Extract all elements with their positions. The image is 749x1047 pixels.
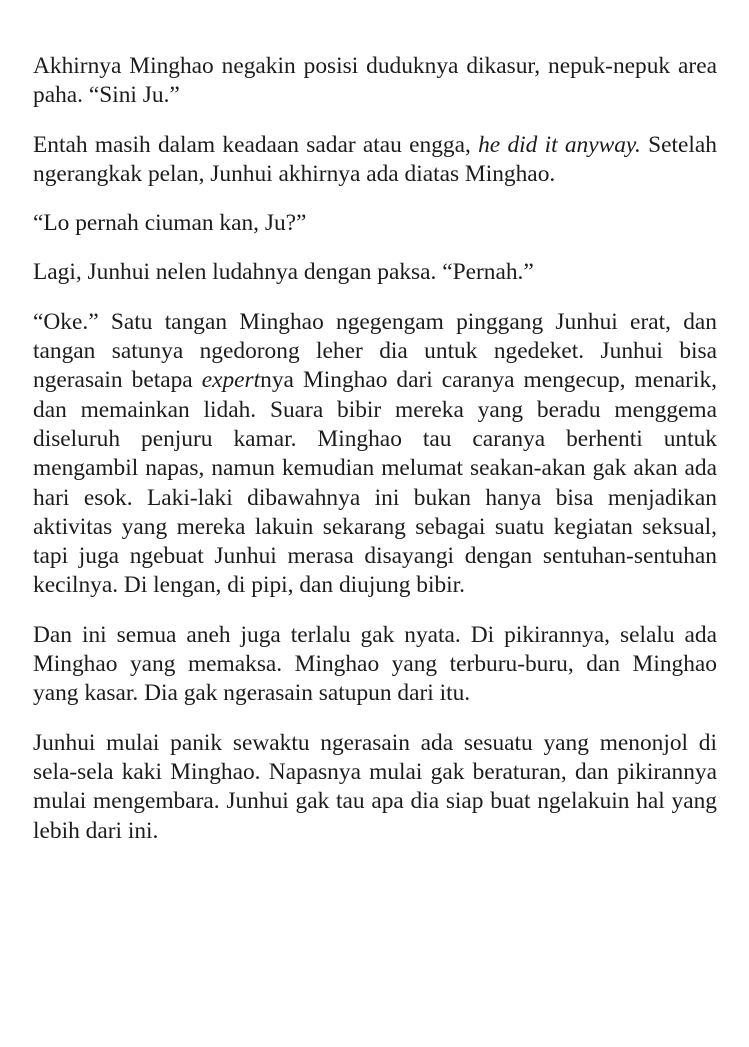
paragraph-text: Dan ini semua aneh juga terlalu gak nyata. Di pikirannya, selalu ada Minghao yang memaksa. Minghao yang terburu-buru, dan Minghao yang kasar. Dia gak ngerasain satupun dari itu.	[33, 621, 717, 707]
paragraph-text: “Lo pernah ciuman kan, Ju?”	[33, 210, 307, 237]
paragraph-text-before: “Oke.” Satu tangan Minghao ngegengam pinggang Junhui erat, dan tangan satunya ngedorong leher dia untuk ngedeket. Junhui bisa ngerasain betapa	[33, 308, 717, 394]
paragraph-5	[33, 308, 717, 601]
paragraph-text-after: Setelah ngerangkak pelan, Junhui akhirnya ada diatas Minghao.	[33, 131, 717, 187]
paragraph-4	[33, 258, 717, 287]
paragraph-7	[33, 729, 717, 846]
paragraph-6	[33, 621, 717, 709]
paragraph-italic-word: expert	[201, 367, 261, 394]
paragraph-text-before: Entah masih dalam keadaan sadar atau engga,	[33, 131, 479, 158]
paragraph-italic-phrase: he did it anyway.	[478, 131, 641, 158]
paragraph-1	[33, 52, 717, 111]
paragraph-3	[33, 209, 717, 238]
paragraph-text: Lagi, Junhui nelen ludahnya dengan paksa. “Pernah.”	[33, 259, 534, 286]
document-page	[33, 52, 717, 846]
paragraph-text: Akhirnya Minghao negakin posisi duduknya dikasur, nepuk-nepuk area paha. “Sini Ju.”	[33, 53, 717, 109]
paragraph-2	[33, 131, 717, 190]
paragraph-text: Junhui mulai panik sewaktu ngerasain ada sesuatu yang menonjol di sela-sela kaki Minghao. Napasnya mulai gak beraturan, dan pikirannya mulai mengembara. Junhui gak tau apa dia siap buat ngelakuin hal yang lebih dari ini.	[33, 729, 717, 844]
paragraph-text-after: nya Minghao dari caranya mengecup, menarik, dan memainkan lidah. Suara bibir mereka yang beradu menggema diseluruh penjuru kamar. Minghao tau caranya berhenti untuk mengambil napas, namun kemudian melumat seakan-akan gak akan ada hari esok. Laki-laki dibawahnya ini bukan hanya bisa menjadikan aktivitas yang mereka lakuin sekarang sebagai suatu kegiatan seksual, tapi juga ngebuat Junhui merasa disayangi dengan sentuhan-sentuhan kecilnya. Di lengan, di pipi, dan diujung bibir.	[33, 367, 718, 599]
